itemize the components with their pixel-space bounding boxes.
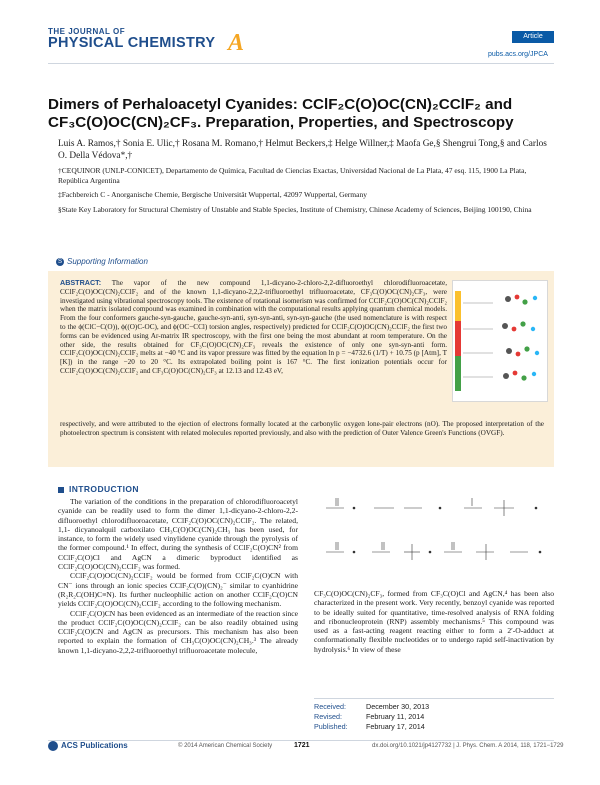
journal-url-link[interactable]: pubs.acs.org/JPCA: [488, 51, 548, 58]
supporting-information-link[interactable]: S Supporting Information: [57, 257, 148, 266]
acs-publications-logo[interactable]: ACS Publications: [48, 741, 128, 751]
energy-scale-top: [455, 291, 461, 321]
abstract-label: ABSTRACT:: [60, 278, 102, 287]
conformer-molecule-3: [506, 346, 539, 356]
copyright: © 2014 American Chemical Society: [178, 743, 273, 749]
affiliation-3: §State Key Laboratory for Structural Chemistry of Unstable and Stable Species, Institute of Chemistry, Chinese Academy of Sciences, Beijing 100190, China: [58, 205, 532, 214]
intro-paragraph-2: CClF₂C(O)OC(CN)₂CClF₂ would be formed from CClF₂C(O)CN with CN⁻ ions through an ionic species CClF₂C(O)(CN)₂⁻ similar to cyanhidrine (R₂R₂C(OH)C≡N). Its further nucleophilic action on another CClF₂C(O)CN yields CClF₂C(O)OC(CN)₂CClF₂ according to the following mechanism.: [58, 571, 298, 609]
author-list: Luis A. Ramos,† Sonia E. Ulic,† Rosana M. Romano,† Helmut Beckers,‡ Helge Willner,‡ Maofa Ge,§ Shengrui Tong,§ and Carlos O. Della Védova*,†: [58, 139, 547, 161]
intro-right-column: CF₃C(O)OC(CN)₂CF₃, formed from CF₃C(O)Cl and AgCN,⁴ has been also characterized in the present work. Very recently, benzoyl cyanide was reported to be ideally suited for quantitative, time-resolved analysis of RNA folding and ribonucleoprotein (RNP) assembly mechanisms.⁵ This compound was used as a fast-acting reagent reacting either to form a 2′-O-adduct at conformationally flexible nucleotides or to undergo rapid self-inactivation by hydrolysis.⁶ In view of these: [314, 589, 554, 654]
intro-paragraph-3: CClF₂C(O)CN has been evidenced as an intermediate of the reaction since the product CClF₂C(O)OC(CN)₂CClF₂ can be also readily obtained using CClF₂C(O)CN and AgCN as precursors. This mechanism has also been reported to explain the formation of CH₃C(O)OC(CN)₂CH₃.³ The already known 1,1-dicyano-2,2,2-trifluoroethyl trifluoroacetate molecule,: [58, 608, 298, 655]
supporting-info-icon: S: [57, 258, 62, 265]
journal-letter-logo: A: [228, 30, 245, 56]
page-number: 1721: [294, 742, 310, 749]
abstract-text: The vapor of the new compound 1,1-dicyano-2-chloro-2,2-difluoroethyl chlorodifluoroacetate, CClF₂C(O)OC(CN)₂CClF₂ and of the known 1,1-dicyano-2,2,2-trifluoroethyl trifluoroacetate, CF₃C(O)OC(CN)₂CF₃, were investigated using vibrational spectroscopy tools. The existence of rotational isomerism was confirmed for CClF₂C(O)OC(CN)₂CClF₂ when the matrix isolated compound was examined in combination with the computational results applying quantum chemical models. From the four conformers gauche-syn-gauche, gauche-syn-anti, syn-syn-anti, syn-syn-gauche (the used nomenclature is with respect to the ϕ(ClC−C(O)), ϕ((O)C-OC), and ϕ(OC−CCl) torsion angles, respectively) predicted for CClF₂C(O)OC(CN)₂CClF₂ the first two forms can be evidenced using Ar-matrix IR spectroscopy, with the first one being the most abundant at room temperature. On the other side, the results obtained for CF₃C(O)OC(CN)₂CF₃ reveals the existence of only one syn-syn-anti form. CClF₂C(O)OC(CN)₂CClF₂ melts at −40 °C and its vapor pressure was fitted by the equation ln p = −4732.6 (1/T) + 10.75 (p [Atm], T [K]) in the range −20 to 20 °C. Its extrapolated boiling point is 167 °C. The first ionization potentials occur for CClF₂C(O)OC(CN)₂CClF₂ and CF₃C(O)OC(CN)₂CF₃ at 12.13 and 12.43 eV,: [60, 279, 447, 375]
paper-title: Dimers of Perhaloacetyl Cyanides: CClF₂C(O)OC(CN)₂CClF₂ and CF₃C(O)OC(CN)₂CF₃. Preparation, Properties, and Spectroscopy: [48, 96, 514, 131]
acs-logo-icon: [48, 741, 58, 751]
abstract-tail: respectively, and were attributed to the ejection of electrons formally located at the carbonylic oxygen lone-pair electrons (nO). The proposed interpretation of the photoelectron spectrum is consistent with related molecules reported previously, and also with the prediction of Outer Valence Green's Functions (OVGF).: [60, 420, 544, 437]
introduction-heading: INTRODUCTION: [58, 484, 139, 494]
affiliation-1: †CEQUINOR (UNLP-CONICET), Departamento de Química, Facultad de Ciencias Exactas, Universidad Nacional de La Plata, 47 esq. 115, 1900 La Plata, República Argentina: [58, 166, 527, 185]
section-marker-icon: [58, 487, 64, 493]
intro-paragraph-1: The variation of the conditions in the preparation of chlorodifluoroacetyl cyanide can be readily used to form the dimer 1,1-dicyano-2-chloro-2,2-difluoroethyl chlorodifluoroacetate, CClF₂C(O)OC(CN)₂CClF₂. The related, 1,1- dicyanoalquil carboxilato CH₃C(O)OC(CN)₂CH₃ has been used, for instance, to form the widely used vinylidene cyanide through the pyrolysis of the former compound.¹ In effect, during the synthesis of CClF₂C(O)CN² from CClF₂C(O)Cl and AgCN a dimeric byproduct identified as CClF₂C(O)OC(CN)₂CClF₂ was formed.: [58, 497, 298, 572]
abstract-body: [60, 279, 447, 376]
header-divider: [48, 63, 554, 64]
conformer-molecule-1: [505, 295, 537, 305]
revised-date: Revised: February 11, 2014: [314, 712, 425, 721]
affiliation-2: ‡Fachbereich C - Anorganische Chemie, Bergische Universität Wuppertal, 42097 Wuppertal, Germany: [58, 190, 367, 199]
received-date: Received: December 30, 2013: [314, 702, 430, 711]
published-date: Published: February 17, 2014: [314, 722, 425, 731]
energy-scale-bottom: [455, 356, 461, 391]
publication-dates: [314, 698, 554, 732]
journal-the: THE JOURNAL OF: [48, 27, 126, 36]
journal-name: PHYSICAL CHEMISTRY: [48, 35, 216, 51]
toc-graphic: [452, 280, 548, 402]
reaction-mechanism-scheme: [314, 492, 554, 584]
conformer-molecule-4: [503, 371, 536, 381]
conformer-molecule-2: [502, 321, 535, 331]
article-type-badge: Article: [512, 31, 554, 43]
intro-left-column: [58, 497, 298, 655]
doi-citation-link[interactable]: dx.doi.org/10.1021/jp4127732 | J. Phys. Chem. A 2014, 118, 1721−1729: [372, 743, 564, 749]
